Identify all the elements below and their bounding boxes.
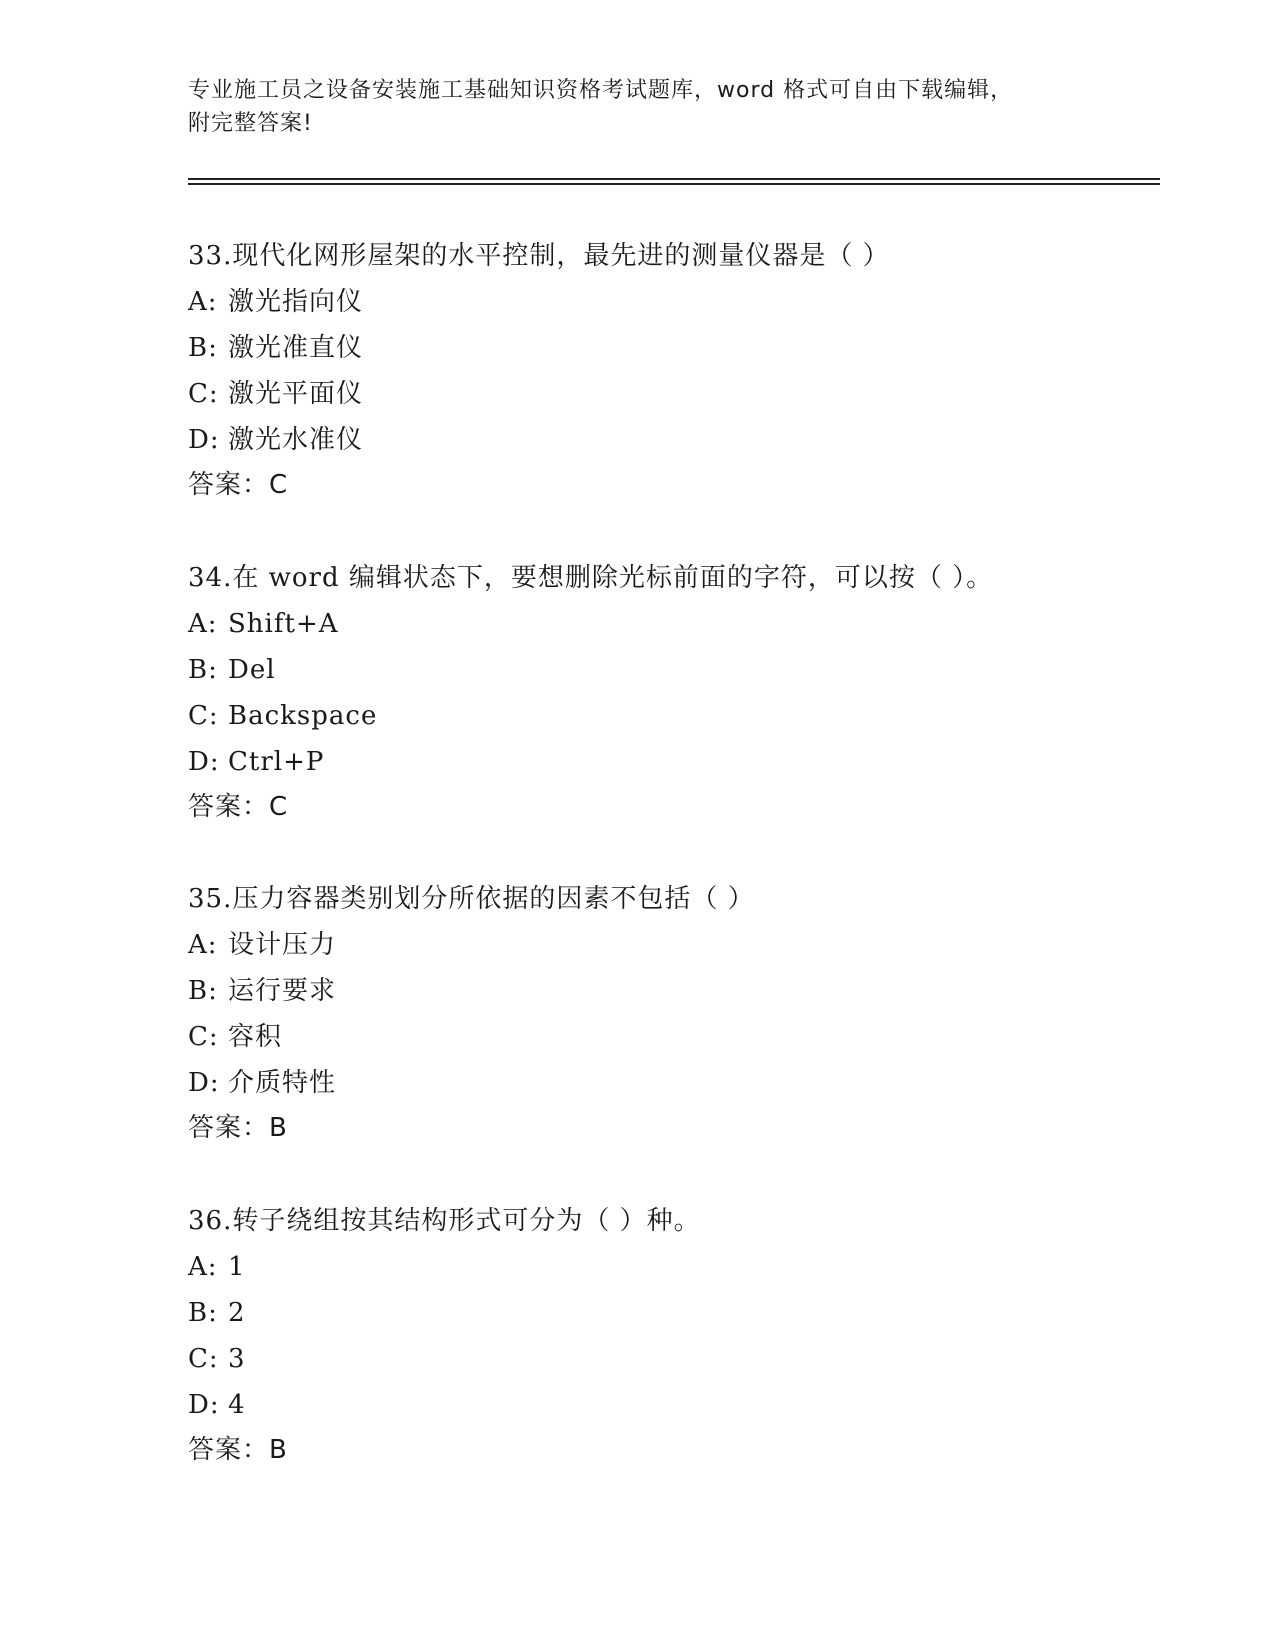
option-c	[188, 700, 1148, 732]
question-stem: 35.压力容器类别划分所依据的因素不包括（ ）	[188, 884, 755, 914]
option-d	[188, 424, 1148, 456]
option-letter: A:	[188, 287, 218, 317]
option-a	[188, 286, 1148, 318]
answer-line: 答案：B	[188, 1435, 288, 1465]
option-letter: C:	[188, 1022, 219, 1052]
option-text: 容积	[228, 1022, 283, 1052]
option-text: 2	[228, 1298, 246, 1328]
option-letter: B:	[188, 333, 218, 363]
option-text: 4	[228, 1390, 246, 1420]
question-33	[188, 240, 1148, 501]
header-line-1: 专业施工员之设备安装施工基础知识资格考试题库，word 格式可自由下载编辑，	[188, 78, 1014, 103]
question-stem: 33.现代化网形屋架的水平控制，最先进的测量仪器是（ ）	[188, 241, 890, 271]
option-letter: B:	[188, 655, 218, 685]
question-34	[188, 562, 1148, 823]
option-a	[188, 608, 1148, 640]
option-letter: A:	[188, 609, 218, 639]
option-a	[188, 929, 1148, 961]
option-b	[188, 1297, 1148, 1329]
answer-line: 答案：C	[188, 470, 289, 500]
option-text: 介质特性	[228, 1068, 337, 1098]
option-text: 运行要求	[228, 976, 337, 1006]
option-d	[188, 1389, 1148, 1421]
question-stem: 34.在 word 编辑状态下，要想删除光标前面的字符，可以按（ ）。	[188, 563, 994, 593]
option-text: Backspace	[228, 701, 378, 731]
option-letter: C:	[188, 379, 219, 409]
option-text: 设计压力	[228, 930, 337, 960]
option-letter: B:	[188, 976, 218, 1006]
option-letter: B:	[188, 1298, 218, 1328]
header-divider-bottom	[188, 183, 1160, 185]
question-stem: 36.转子绕组按其结构形式可分为（ ）种。	[188, 1206, 701, 1236]
option-text: 激光水准仪	[228, 425, 364, 455]
option-letter: D:	[188, 1390, 220, 1420]
document-header	[188, 74, 1088, 140]
option-text: 激光指向仪	[228, 287, 364, 317]
question-36	[188, 1205, 1148, 1466]
option-d	[188, 1067, 1148, 1099]
option-d	[188, 746, 1148, 778]
answer-line: 答案：C	[188, 792, 289, 822]
option-text: 3	[228, 1344, 246, 1374]
option-text: 激光平面仪	[228, 379, 364, 409]
option-letter: D:	[188, 747, 220, 777]
option-c	[188, 1343, 1148, 1375]
answer-line: 答案：B	[188, 1113, 288, 1143]
option-b	[188, 332, 1148, 364]
header-line-2: 附完整答案!	[188, 111, 313, 136]
option-letter: A:	[188, 930, 218, 960]
option-text: Del	[228, 655, 276, 685]
option-c	[188, 378, 1148, 410]
header-divider-top	[188, 178, 1160, 180]
option-a	[188, 1251, 1148, 1283]
option-text: 1	[228, 1252, 246, 1282]
option-letter: C:	[188, 1344, 219, 1374]
option-letter: D:	[188, 425, 220, 455]
option-b	[188, 975, 1148, 1007]
question-35	[188, 883, 1148, 1144]
option-letter: D:	[188, 1068, 220, 1098]
option-letter: A:	[188, 1252, 218, 1282]
option-text: Ctrl+P	[228, 747, 325, 777]
option-b	[188, 654, 1148, 686]
option-text: Shift+A	[228, 609, 339, 639]
option-text: 激光准直仪	[228, 333, 364, 363]
option-letter: C:	[188, 701, 219, 731]
option-c	[188, 1021, 1148, 1053]
